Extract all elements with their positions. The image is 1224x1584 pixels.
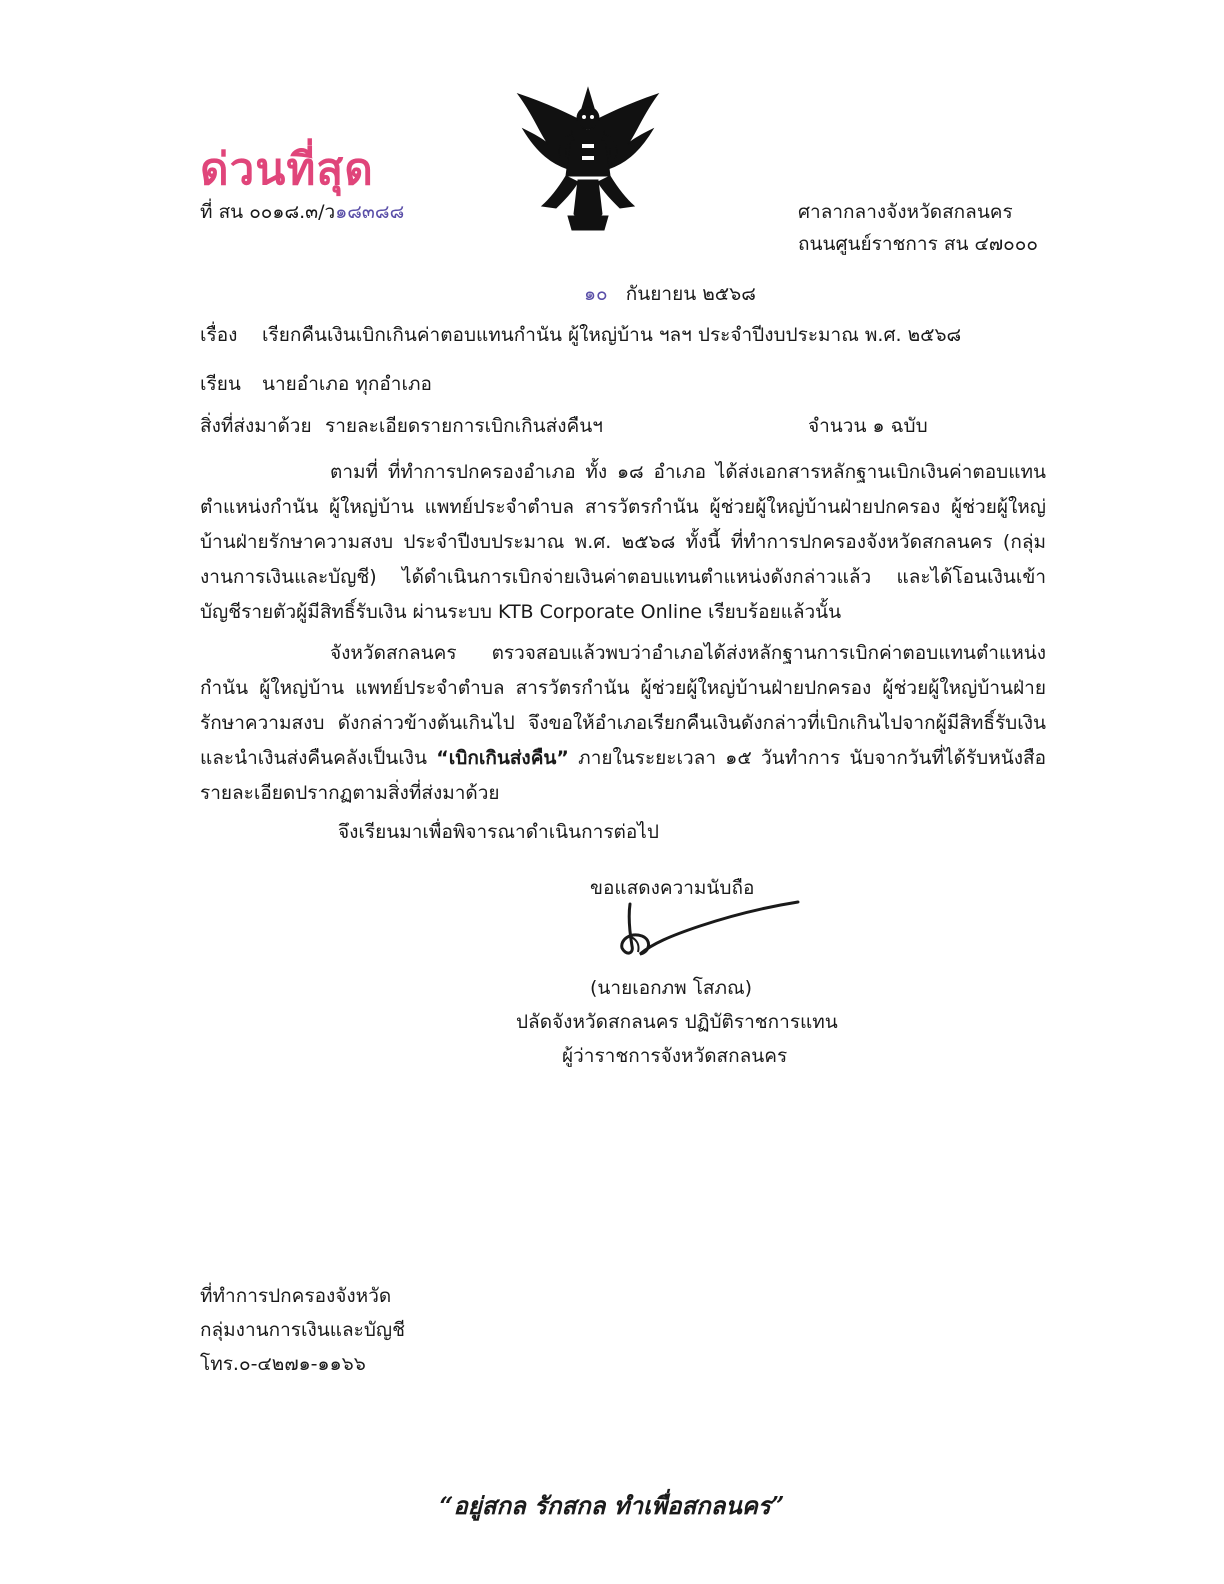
subject-label: เรื่อง bbox=[200, 324, 238, 346]
office-address-line1: ศาลากลางจังหวัดสกลนคร bbox=[798, 201, 1013, 223]
enclosure-quantity: จำนวน ๑ ฉบับ bbox=[808, 415, 928, 437]
footer-department-line1: ที่ทำการปกครองจังหวัด bbox=[200, 1285, 392, 1307]
document-number bbox=[200, 200, 404, 224]
addressee-text: นายอำเภอ ทุกอำเภอ bbox=[262, 373, 432, 395]
handwritten-signature bbox=[600, 896, 810, 974]
date-day: ๑๐ bbox=[584, 283, 608, 305]
body-paragraph-2-emphasis: “เบิกเกินส่งคืน” bbox=[436, 747, 569, 769]
body-paragraph-1 bbox=[200, 455, 1046, 630]
document-date bbox=[584, 282, 756, 306]
provincial-motto: “อยู่สกล รักสกล ทำเพื่อสกลนคร” bbox=[439, 1491, 785, 1520]
footer-phone: โทร.๐-๔๒๗๑-๑๑๖๖ bbox=[200, 1353, 366, 1375]
signature-salutation: ขอแสดงความนับถือ bbox=[590, 877, 755, 899]
document-number-handwritten: ๑๘๓๘๘ bbox=[335, 201, 405, 223]
closing-request: จึงเรียนมาเพื่อพิจารณาดำเนินการต่อไป bbox=[338, 821, 659, 843]
signer-name: (นายเอกภพ โสภณ) bbox=[590, 977, 753, 999]
enclosure-label: สิ่งที่ส่งมาด้วย bbox=[200, 415, 312, 437]
subject-text: เรียกคืนเงินเบิกเกินค่าตอบแทนกำนัน ผู้ใหญ่บ้าน ฯลฯ ประจำปีงบประมาณ พ.ศ. ๒๕๖๘ bbox=[262, 324, 962, 346]
body-paragraph-2 bbox=[200, 636, 1046, 811]
body-paragraph-1-text: ตามที่ ที่ทำการปกครองอำเภอ ทั้ง ๑๘ อำเภอ ได้ส่งเอกสารหลักฐานเบิกเงินค่าตอบแทนตำแหน่งกำนัน ผู้ใหญ่บ้าน แพทย์ประจำตำบล สารวัตรกำนัน ผู้ช่วยผู้ใหญ่บ้านฝ่ายปกครอง ผู้ช่วยผู้ใหญ่บ้านฝ่ายรักษาความสงบ ประจำปีงบประมาณ พ.ศ. ๒๕๖๘ ทั้งนี้ ที่ทำการปกครองจังหวัดสกลนคร (กลุ่มงานการเงินและบัญชี) ได้ดำเนินการเบิกจ่ายเงินค่าตอบแทนตำแหน่งดังกล่าวแล้ว และได้โอนเงินเข้าบัญชีรายตัวผู้มีสิทธิ์รับเงิน ผ่านระบบ KTB Corporate Online เรียบร้อยแล้วนั้น bbox=[200, 461, 1046, 623]
date-month-year: กันยายน ๒๕๖๘ bbox=[625, 283, 756, 305]
office-address-line2: ถนนศูนย์ราชการ สน ๔๗๐๐๐ bbox=[798, 233, 1038, 255]
signer-position-line1: ปลัดจังหวัดสกลนคร ปฏิบัติราชการแทน bbox=[516, 1011, 838, 1033]
body-paragraph-2-text-b: ภายในระยะเวลา ๑๕ วันทำการ นับจากวันที่ได้รับหนังสือ รายละเอียดปรากฏตามสิ่งที่ส่งมาด้วย bbox=[200, 747, 1046, 804]
urgency-stamp: ด่วนที่สุด bbox=[200, 144, 374, 195]
addressee-label: เรียน bbox=[200, 373, 241, 395]
enclosure-text: รายละเอียดรายการเบิกเกินส่งคืนฯ bbox=[325, 415, 603, 437]
garuda-emblem bbox=[508, 84, 668, 234]
signer-position-line2: ผู้ว่าราชการจังหวัดสกลนคร bbox=[562, 1045, 788, 1067]
document-number-prefix: ที่ สน ๐๐๑๘.๓/ว bbox=[200, 201, 336, 223]
footer-department-line2: กลุ่มงานการเงินและบัญชี bbox=[200, 1319, 405, 1341]
body-paragraph-2-text-a: จังหวัดสกลนคร ตรวจสอบแล้วพบว่าอำเภอได้ส่งหลักฐานการเบิกค่าตอบแทนตำแหน่งกำนัน ผู้ใหญ่บ้าน แพทย์ประจำตำบล สารวัตรกำนัน ผู้ช่วยผู้ใหญ่บ้านฝ่ายปกครอง ผู้ช่วยผู้ใหญ่บ้านฝ่ายรักษาความสงบ ดังกล่าวข้างต้นเกินไป จึงขอให้อำเภอเรียกคืนเงินดังกล่าวที่เบิกเกินไปจากผู้มีสิทธิ์รับเงิน และนำเงินส่งคืนคลังเป็นเงิน bbox=[200, 642, 1046, 769]
